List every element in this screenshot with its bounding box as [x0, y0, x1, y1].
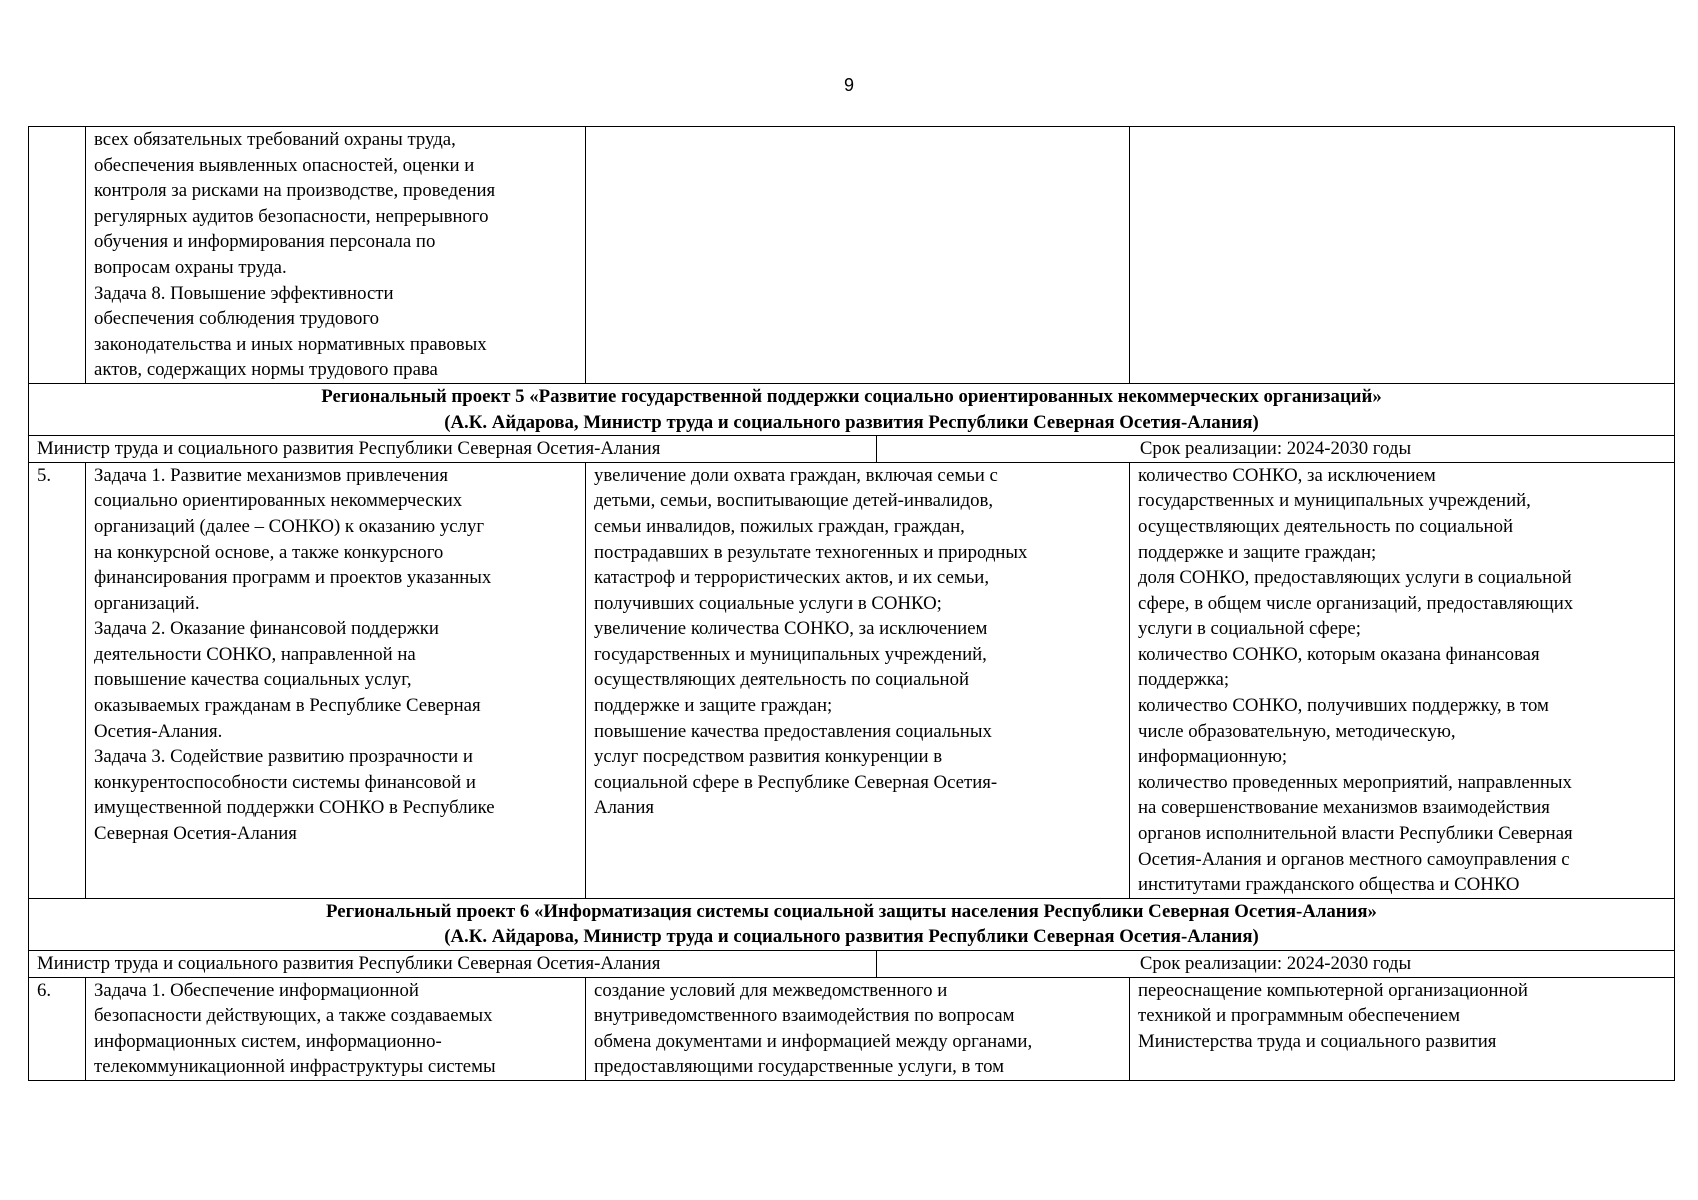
project-6-indicators	[1138, 978, 1666, 1055]
text-line: внутриведомственного взаимодействия по вопросам	[594, 1005, 1015, 1027]
text-line: поддержке и защите граждан;	[1138, 541, 1377, 563]
text-line: повышение качества предоставления социальных	[594, 720, 992, 742]
project-6-curator: (А.К. Айдарова, Министр труда и социального развития Республики Северная Осетия-Алания)	[444, 926, 1259, 948]
project-6-responsible: Министр труда и социального развития Республики Северная Осетия-Алания	[29, 951, 877, 978]
project-6-meta-row	[29, 951, 1675, 978]
project-5-effects	[594, 463, 1121, 821]
text-line: законодательства и иных нормативных правовых	[94, 333, 487, 355]
text-line: регулярных аудитов безопасности, непрерывного	[94, 205, 489, 227]
text-line: получивших социальные услуги в СОНКО;	[594, 592, 942, 614]
project-6-heading-row	[29, 898, 1675, 950]
text-line: числе образовательную, методическую,	[1138, 720, 1456, 742]
text-line: количество проведенных мероприятий, направленных	[1138, 771, 1572, 793]
project-5-indicators	[1138, 463, 1666, 898]
text-line: органов исполнительной власти Республики Северная	[1138, 823, 1573, 845]
text-line: сфере, в общем числе организаций, предоставляющих	[1138, 592, 1574, 614]
project-6-tasks-cell	[86, 977, 586, 1080]
text-line: информационную;	[1138, 746, 1288, 768]
text-line: конкурентоспособности системы финансовой и	[94, 771, 476, 793]
text-line: Северная Осетия-Алания	[94, 823, 297, 845]
continuation-tasks-cell	[86, 127, 586, 384]
text-line: доля СОНКО, предоставляющих услуги в социальной	[1138, 567, 1572, 589]
project-6-term: Срок реализации: 2024-2030 годы	[877, 951, 1675, 978]
project-5-heading	[29, 383, 1675, 435]
project-6-title: Региональный проект 6 «Информатизация системы социальной защиты населения Республики Северная Осетия-Алания»	[326, 900, 1377, 922]
text-line: организаций.	[94, 592, 200, 614]
text-line: количество СОНКО, получивших поддержку, в том	[1138, 695, 1549, 717]
project-5-content-row	[29, 462, 1675, 898]
text-line: государственных и муниципальных учреждений,	[594, 643, 987, 665]
project-6-indicators-cell	[1130, 977, 1675, 1080]
text-line: осуществляющих деятельность по социальной	[594, 669, 970, 691]
project-5-effects-cell	[586, 462, 1130, 898]
text-line: поддержка;	[1138, 669, 1230, 691]
text-line: переоснащение компьютерной организационной	[1138, 979, 1528, 1001]
project-5-curator: (А.К. Айдарова, Министр труда и социального развития Республики Северная Осетия-Алания)	[444, 411, 1259, 433]
text-line: государственных и муниципальных учреждений,	[1138, 490, 1531, 512]
text-line: увеличение количества СОНКО, за исключением	[594, 618, 988, 640]
text-line: социально ориентированных некоммерческих	[94, 490, 463, 512]
text-line: Задача 2. Оказание финансовой поддержки	[94, 618, 439, 640]
text-line: осуществляющих деятельность по социальной	[1138, 515, 1514, 537]
text-line: семьи инвалидов, пожилых граждан, граждан,	[594, 515, 965, 537]
text-line: вопросам охраны труда.	[94, 256, 287, 278]
text-line: поддержке и защите граждан;	[594, 695, 833, 717]
text-line: Алания	[594, 797, 655, 819]
text-line: обеспечения соблюдения трудового	[94, 308, 380, 330]
text-line: всех обязательных требований охраны труда,	[94, 129, 456, 150]
project-5-responsible: Министр труда и социального развития Республики Северная Осетия-Алания	[29, 436, 877, 463]
project-5-meta-row	[29, 436, 1675, 463]
text-line: услуг посредством развития конкуренции в	[594, 746, 943, 768]
text-line: безопасности действующих, а также создаваемых	[94, 1005, 493, 1027]
text-line: услуги в социальной сфере;	[1138, 618, 1361, 640]
text-line: Осетия-Алания.	[94, 720, 223, 742]
project-5-row-number: 5.	[29, 462, 86, 898]
text-line: количество СОНКО, за исключением	[1138, 464, 1436, 486]
program-table	[28, 126, 1675, 1081]
text-line: Министерства труда и социального развития	[1138, 1030, 1497, 1052]
project-5-tasks	[94, 463, 577, 847]
text-line: повышение качества социальных услуг,	[94, 669, 412, 691]
text-line: Задача 1. Обеспечение информационной	[94, 979, 419, 1001]
text-line: детьми, семьи, воспитывающие детей-инвалидов,	[594, 490, 994, 512]
text-line: организаций (далее – СОНКО) к оказанию услуг	[94, 515, 485, 537]
text-line: контроля за рисками на производстве, проведения	[94, 180, 496, 202]
text-line: пострадавших в результате техногенных и природных	[594, 541, 1028, 563]
project-5-tasks-cell	[86, 462, 586, 898]
continuation-number-cell	[29, 127, 86, 384]
text-line: количество СОНКО, которым оказана финансовая	[1138, 643, 1540, 665]
text-line: имущественной поддержки СОНКО в Республике	[94, 797, 495, 819]
project-6-row-number: 6.	[29, 977, 86, 1080]
page-number: 9	[843, 75, 854, 95]
project-5-heading-row	[29, 383, 1675, 435]
continuation-effects-cell	[586, 127, 1130, 384]
project-5-term: Срок реализации: 2024-2030 годы	[877, 436, 1675, 463]
text-line: актов, содержащих нормы трудового права	[94, 359, 438, 381]
text-line: телекоммуникационной инфраструктуры системы	[94, 1056, 496, 1078]
project-5-indicators-cell	[1130, 462, 1675, 898]
text-line: обучения и информирования персонала по	[94, 231, 436, 253]
text-line: Задача 1. Развитие механизмов привлечения	[94, 464, 448, 486]
continuation-row	[29, 127, 1675, 384]
text-line: обмена документами и информацией между органами,	[594, 1030, 1033, 1052]
text-line: обеспечения выявленных опасностей, оценки и	[94, 154, 475, 176]
text-line: деятельности СОНКО, направленной на	[94, 643, 416, 665]
text-line: на совершенствование механизмов взаимодействия	[1138, 797, 1550, 819]
text-line: предоставляющими государственные услуги, в том	[594, 1056, 1004, 1078]
project-6-heading	[29, 898, 1675, 950]
text-line: социальной сфере в Республике Северная Осетия-	[594, 771, 998, 793]
text-line: оказываемых гражданам в Республике Северная	[94, 695, 481, 717]
text-line: Осетия-Алания и органов местного самоуправления с	[1138, 848, 1570, 870]
project-6-content-row	[29, 977, 1675, 1080]
text-line: на конкурсной основе, а также конкурсного	[94, 541, 444, 563]
continuation-tasks	[94, 127, 577, 383]
project-6-effects-cell	[586, 977, 1130, 1080]
text-line: Задача 8. Повышение эффективности	[94, 282, 394, 304]
text-line: информационных систем, информационно-	[94, 1030, 442, 1052]
continuation-indicators-cell	[1130, 127, 1675, 384]
project-6-effects	[594, 978, 1121, 1080]
text-line: техникой и программным обеспечением	[1138, 1005, 1460, 1027]
text-line: Задача 3. Содействие развитию прозрачности и	[94, 746, 473, 768]
project-6-tasks	[94, 978, 577, 1080]
text-line: увеличение доли охвата граждан, включая семьи с	[594, 464, 998, 486]
text-line: финансирования программ и проектов указанных	[94, 567, 492, 589]
text-line: создание условий для межведомственного и	[594, 979, 948, 1001]
project-5-title: Региональный проект 5 «Развитие государственной поддержки социально ориентированных некоммерческих организаций»	[321, 385, 1382, 407]
text-line: катастроф и террористических актов, и их семьи,	[594, 567, 990, 589]
text-line: институтами гражданского общества и СОНКО	[1138, 874, 1520, 896]
